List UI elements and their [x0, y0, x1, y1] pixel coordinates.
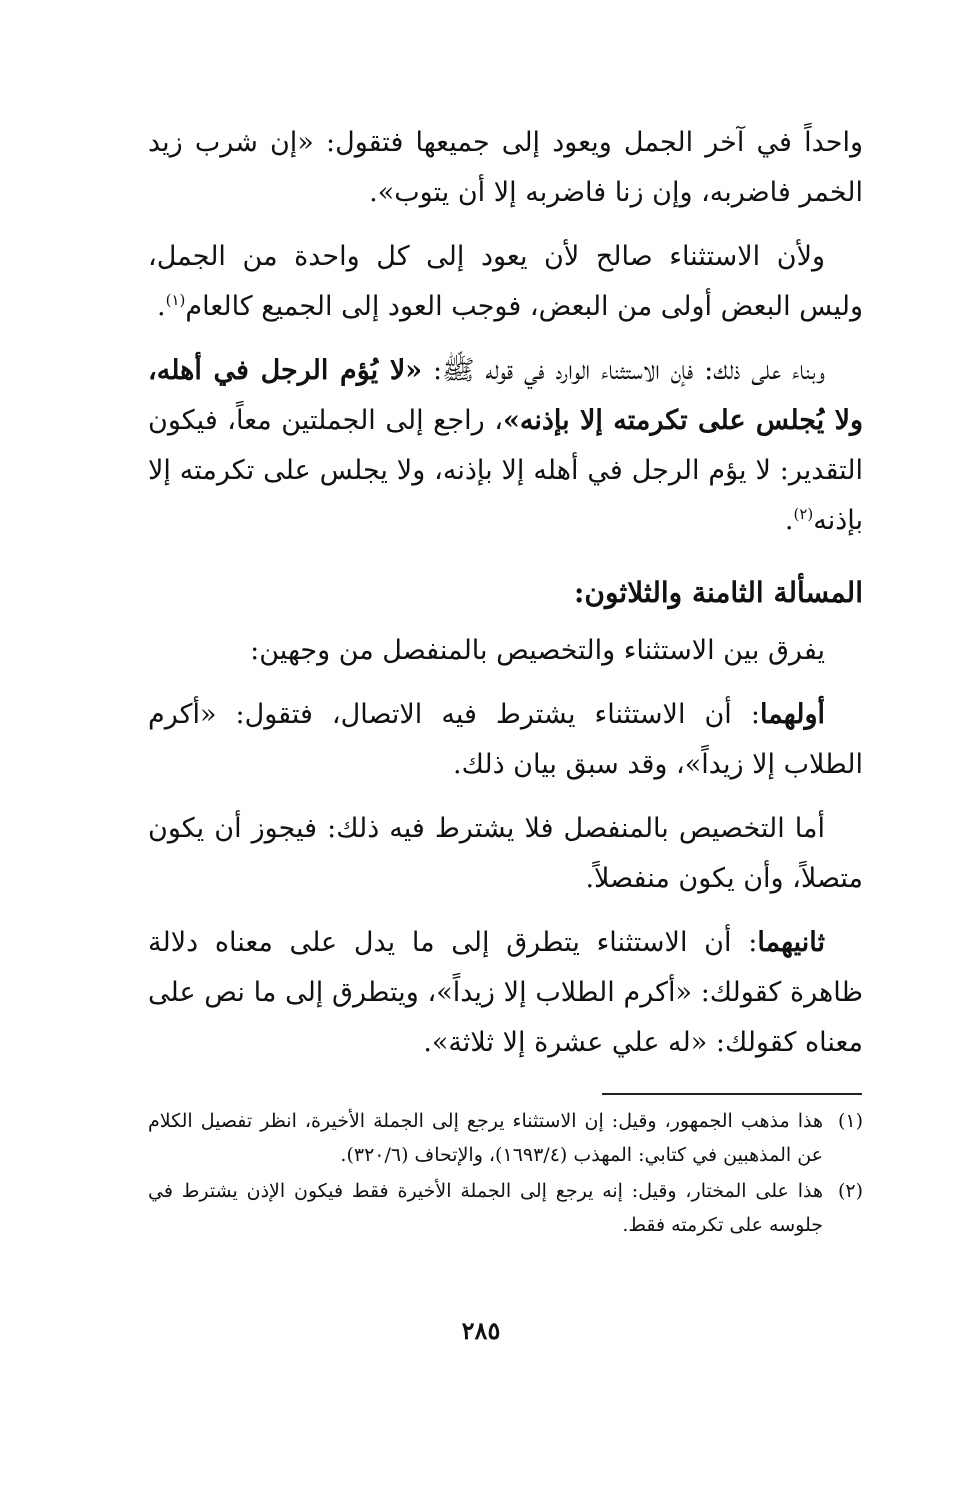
footnote-1-number: (١)	[837, 1110, 863, 1132]
footnotes	[148, 1104, 863, 1244]
footnote-2	[148, 1174, 863, 1242]
paragraph-5	[148, 690, 863, 790]
footnote-divider	[602, 1093, 862, 1095]
paragraph-5-text: : أن الاستثناء يشترط فيه الاتصال، فتقول: «أكرم الطلاب إلا زيداً»، وقد سبق بيان ذلك.	[148, 699, 863, 780]
paragraph-3-end: .	[784, 505, 794, 536]
footnote-2-number: (٢)	[837, 1180, 863, 1202]
paragraph-1-text: واحداً في آخر الجمل ويعود إلى جميعها فتقول: «إن شرب زيد الخمر فاضربه، وإن زنا فاضربه إلا أن يتوب».	[148, 127, 863, 208]
second-point-label: ثانيهما	[757, 927, 825, 958]
paragraph-1	[148, 118, 863, 218]
first-point-label: أولهما	[759, 699, 825, 730]
footnote-1	[148, 1104, 863, 1172]
footnote-ref-1[interactable]: (١)	[165, 291, 186, 309]
paragraph-4	[148, 626, 863, 676]
page-number: ٢٨٥	[461, 1316, 501, 1345]
footnote-ref-2[interactable]: (٢)	[793, 505, 814, 523]
footnote-1-text: هذا مذهب الجمهور، وقيل: إن الاستثناء يرجع إلى الجملة الأخيرة، انظر تفصيل الكلام عن المذهبين في كتابي: المهذب (١٦٩٣/٤)، والإتحاف (٣٢٠/٦).	[148, 1110, 823, 1166]
paragraph-2	[148, 232, 863, 332]
footnote-2-text: هذا على المختار، وقيل: إنه يرجع إلى الجملة الأخيرة فقط فيكون الإذن يشترط في جلوسه على تكرمته فقط.	[148, 1180, 823, 1236]
paragraph-2-text: ولأن الاستثناء صالح لأن يعود إلى كل واحدة من الجمل، وليس البعض أولى من البعض، فوجب العود إلى الجميع كالعام	[148, 241, 863, 322]
paragraph-7-text: : أن الاستثناء يتطرق إلى ما يدل على معناه دلالة ظاهرة كقولك: «أكرم الطلاب إلا زيداً»، ويتطرق إلى ما نص على معناه كقولك: «له علي عشرة إلا ثلاثة».	[148, 927, 863, 1058]
paragraph-6-text: أما التخصيص بالمنفصل فلا يشترط فيه ذلك: فيجوز أن يكون متصلاً، وأن يكون منفصلاً.	[148, 813, 863, 894]
hadith-quote: «لا يُؤم الرجل في أهله، ولا يُجلس على تكرمته إلا بإذنه»	[148, 355, 864, 436]
page-body	[148, 118, 863, 1082]
paragraph-2-end: .	[157, 291, 166, 322]
paragraph-7	[148, 918, 863, 1068]
paragraph-6	[148, 804, 863, 904]
section-heading: المسألة الثامنة والثلاثون:	[574, 576, 863, 609]
paragraph-3-start: وبناء على ذلك: فإن الاستثناء الوارد في قوله ﷺ:	[422, 355, 825, 386]
paragraph-3-rest: ، راجع إلى الجملتين معاً، فيكون التقدير: لا يؤم الرجل في أهله إلا بإذنه، ولا يجلس على تكرمته إلا بإذنه	[148, 405, 863, 536]
paragraph-3	[148, 346, 863, 546]
paragraph-4-text: يفرق بين الاستثناء والتخصيص بالمنفصل من وجهين:	[250, 635, 825, 666]
